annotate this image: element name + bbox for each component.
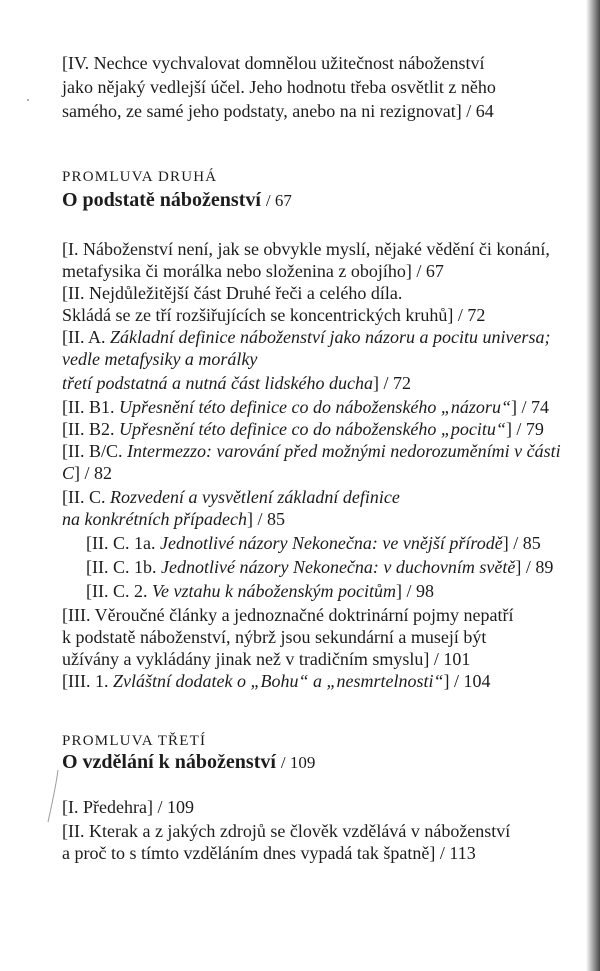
- section-2-title: O podstatě náboženství: [62, 189, 261, 211]
- pencil-mark: [44, 766, 64, 826]
- toc-entry: k podstatě náboženství, nýbrž jsou sekundární a musejí být: [62, 627, 487, 647]
- intro-line-2: jako nějaký vedlejší účel. Jeho hodnotu třeba osvětlit z něho: [62, 77, 496, 97]
- toc-entry: [III. Věroučné články a jednoznačné doktrinární pojmy nepatří: [62, 605, 514, 625]
- toc-entry: na konkrétních případech] / 85: [62, 509, 285, 529]
- toc-entry: [III. 1. Zvláštní dodatek o „Bohu“ a „nesmrtelnosti“] / 104: [62, 671, 491, 691]
- speck: [27, 99, 29, 101]
- toc-entry: [I. Náboženství není, jak se obvykle myslí, nějaké vědění či konání,: [62, 239, 550, 259]
- section-2-title-row: [62, 188, 292, 213]
- toc-entry: a proč to s tímto vzděláním dnes vypadá tak špatně] / 113: [62, 843, 476, 863]
- section-3-title-row: [62, 750, 315, 775]
- toc-entry: [II. Kterak a z jakých zdrojů se člověk vzdělává v náboženství: [62, 821, 511, 841]
- toc-entry: třetí podstatná a nutná část lidského ducha] / 72: [62, 373, 411, 393]
- toc-entry: metafysika či morálka nebo složenina z obojího] / 67: [62, 261, 444, 281]
- toc-entry: vedle metafysiky a morálky: [62, 349, 258, 369]
- toc-entry: [II. Nejdůležitější část Druhé řeči a celého díla.: [62, 283, 403, 303]
- toc-entry: C] / 82: [62, 463, 113, 483]
- toc-entry: užívány a vykládány jinak než v tradičním smyslu] / 101: [62, 649, 471, 669]
- toc-entry: [II. B2. Upřesnění této definice co do náboženského „pocitu“] / 79: [62, 419, 544, 439]
- section-3-page: / 109: [280, 753, 316, 772]
- intro-line-3: samého, ze samé jeho podstaty, anebo na ni rezignovat] / 64: [62, 101, 494, 121]
- toc-entry: [II. A. Základní definice náboženství jako názoru a pocitu universa;: [62, 327, 551, 347]
- section-2-label: PROMLUVA DRUHÁ: [62, 169, 218, 185]
- section-3-title: O vzdělání k náboženství: [62, 751, 276, 773]
- toc-entry: [I. Předehra] / 109: [62, 797, 194, 817]
- toc-entry: [II. C. 1a. Jednotlivé názory Nekonečna: ve vnější přírodě] / 85: [86, 533, 541, 553]
- intro-line-1: [IV. Nechce vychvalovat domnělou užitečnost náboženství: [62, 53, 485, 73]
- toc-entry: [II. B/C. Intermezzo: varování před možnými nedorozuměními v části: [62, 441, 561, 461]
- toc-entry: [II. C. 2. Ve vztahu k náboženským pocitům] / 98: [86, 581, 434, 601]
- section-2-page: / 67: [265, 191, 292, 210]
- toc-entry: [II. C. 1b. Jednotlivé názory Nekonečna: v duchovním světě] / 89: [86, 557, 554, 577]
- toc-entry: [II. C. Rozvedení a vysvětlení základní definice: [62, 487, 400, 507]
- toc-entry: [II. B1. Upřesnění této definice co do náboženského „názoru“] / 74: [62, 397, 549, 417]
- page-edge-shadow: [586, 0, 600, 971]
- section-3-label: PROMLUVA TŘETÍ: [62, 733, 207, 749]
- toc-entry: Skládá se ze tří rozšiřujících se koncentrických kruhů] / 72: [62, 305, 486, 325]
